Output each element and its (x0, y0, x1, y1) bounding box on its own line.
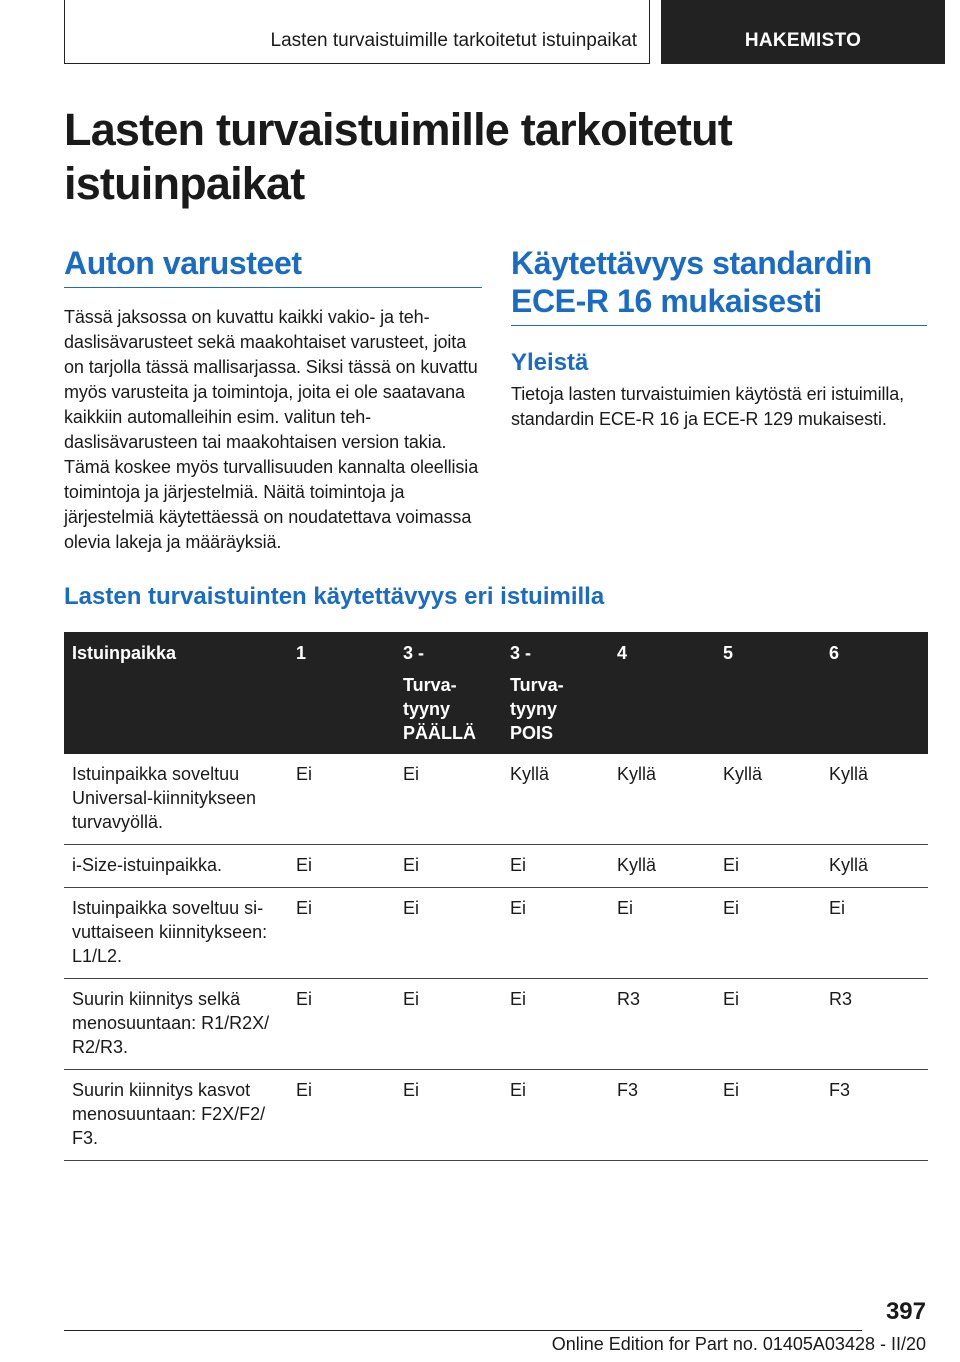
header-seat-3-airbag-off: 3 - Turva- tyyny POIS (502, 632, 609, 754)
table-cell: Kyllä (609, 754, 715, 845)
subheading-general: Yleistä (511, 349, 589, 376)
page-title-line-2: istuinpaikat (64, 158, 305, 209)
index-tab-label: HAKEMISTO (744, 30, 862, 51)
table-cell: Ei (288, 888, 395, 979)
row-label: Suurin kiinnitys kasvot menosuuntaan: F2X/F2/ F3. (64, 1070, 288, 1161)
page-title-line-1: Lasten turvaistuimille tarkoitetut (64, 104, 732, 155)
table-cell: Ei (502, 979, 609, 1070)
table-cell: Ei (395, 979, 502, 1070)
header-seat-6: 6 (821, 632, 928, 754)
table-cell: Ei (395, 888, 502, 979)
edition-note: Online Edition for Part no. 01405A03428 - II/20 (551, 1334, 926, 1354)
table-cell: Ei (715, 1070, 821, 1161)
running-header-box (64, 0, 650, 64)
table-cell: Kyllä (821, 845, 928, 888)
table-cell: Ei (288, 979, 395, 1070)
table-row (64, 888, 928, 979)
table-cell: Ei (715, 979, 821, 1070)
table-cell: Kyllä (609, 845, 715, 888)
header-seat-4: 4 (609, 632, 715, 754)
seat-suitability-table (64, 632, 928, 1161)
left-column (64, 244, 482, 555)
header-seat-3-airbag-on: 3 - Turva- tyyny PÄÄLLÄ (395, 632, 502, 754)
header-seat-position: Istuinpaikka (64, 632, 288, 754)
row-label: Istuinpaikka soveltuu sivuttaiseen kiinnitykseen: L1/L2. (64, 888, 288, 979)
table-cell: Ei (502, 1070, 609, 1161)
section-heading-vehicle-equipment: Auton varusteet (64, 244, 482, 288)
table-row (64, 979, 928, 1070)
table-cell: Kyllä (821, 754, 928, 845)
header-seat-1: 1 (288, 632, 395, 754)
header-seat-5: 5 (715, 632, 821, 754)
index-tab[interactable] (661, 0, 945, 64)
page-number: 397 (885, 1298, 926, 1325)
table-cell: Ei (502, 845, 609, 888)
section-body-vehicle-equipment: Tässä jaksossa on kuvattu kaikki vakio- ja tehdaslisävarusteet sekä maakohtaiset varusteet, joita on tarjolla tässä mallisarjassa. Siksi tässä on kuvattu myös varusteita ja toimintoja, joita ei ole saatavana kaikkiin automalleihin esim. valitun tehdaslisävarusteen tai maakohtaisen version takia. Tämä koskee myös turvallisuuden kannalta oleellisia toimintoja ja järjestelmiä. Näitä toimintoja ja järjestelmiä käytettäessä on noudatettava voimassa olevia lakeja ja määräyksiä. (64, 307, 479, 552)
table-cell: Ei (715, 845, 821, 888)
page-title (64, 103, 764, 211)
table-cell: Ei (288, 1070, 395, 1161)
table-cell: Kyllä (502, 754, 609, 845)
table-cell: Ei (395, 1070, 502, 1161)
table-row (64, 1070, 928, 1161)
row-label: i-Size-istuinpaikka. (64, 845, 288, 888)
row-label: Suurin kiinnitys selkä menosuuntaan: R1/R2X/ R2/R3. (64, 979, 288, 1070)
table-row (64, 845, 928, 888)
section-heading-ece-r16: Käytettävyys standardin ECE-R 16 mukaisesti (511, 244, 927, 326)
row-label: Istuinpaikka soveltuu Universal-kiinnitykseen turvavyöllä. (64, 754, 288, 845)
table-cell: Ei (395, 845, 502, 888)
table-cell: Ei (502, 888, 609, 979)
table-cell: Ei (821, 888, 928, 979)
table-cell: F3 (821, 1070, 928, 1161)
table-title: Lasten turvaistuinten käytettävyys eri istuimilla (64, 583, 605, 610)
section-body-general: Tietoja lasten turvaistuimien käytöstä eri istuimilla, standardin ECE-R 16 ja ECE-R 129 mukaisesti. (511, 384, 905, 429)
table-cell: Ei (288, 845, 395, 888)
table-cell: Ei (609, 888, 715, 979)
table-cell: F3 (609, 1070, 715, 1161)
running-header-title: Lasten turvaistuimille tarkoitetut istuinpaikat (270, 30, 637, 51)
table-cell: Ei (395, 754, 502, 845)
table-cell: R3 (609, 979, 715, 1070)
table-cell: Kyllä (715, 754, 821, 845)
table-cell: R3 (821, 979, 928, 1070)
table-header-row (64, 632, 928, 754)
table-cell: Ei (288, 754, 395, 845)
table-cell: Ei (715, 888, 821, 979)
table-row (64, 754, 928, 845)
right-column (511, 244, 929, 432)
footer-divider (64, 1330, 862, 1331)
